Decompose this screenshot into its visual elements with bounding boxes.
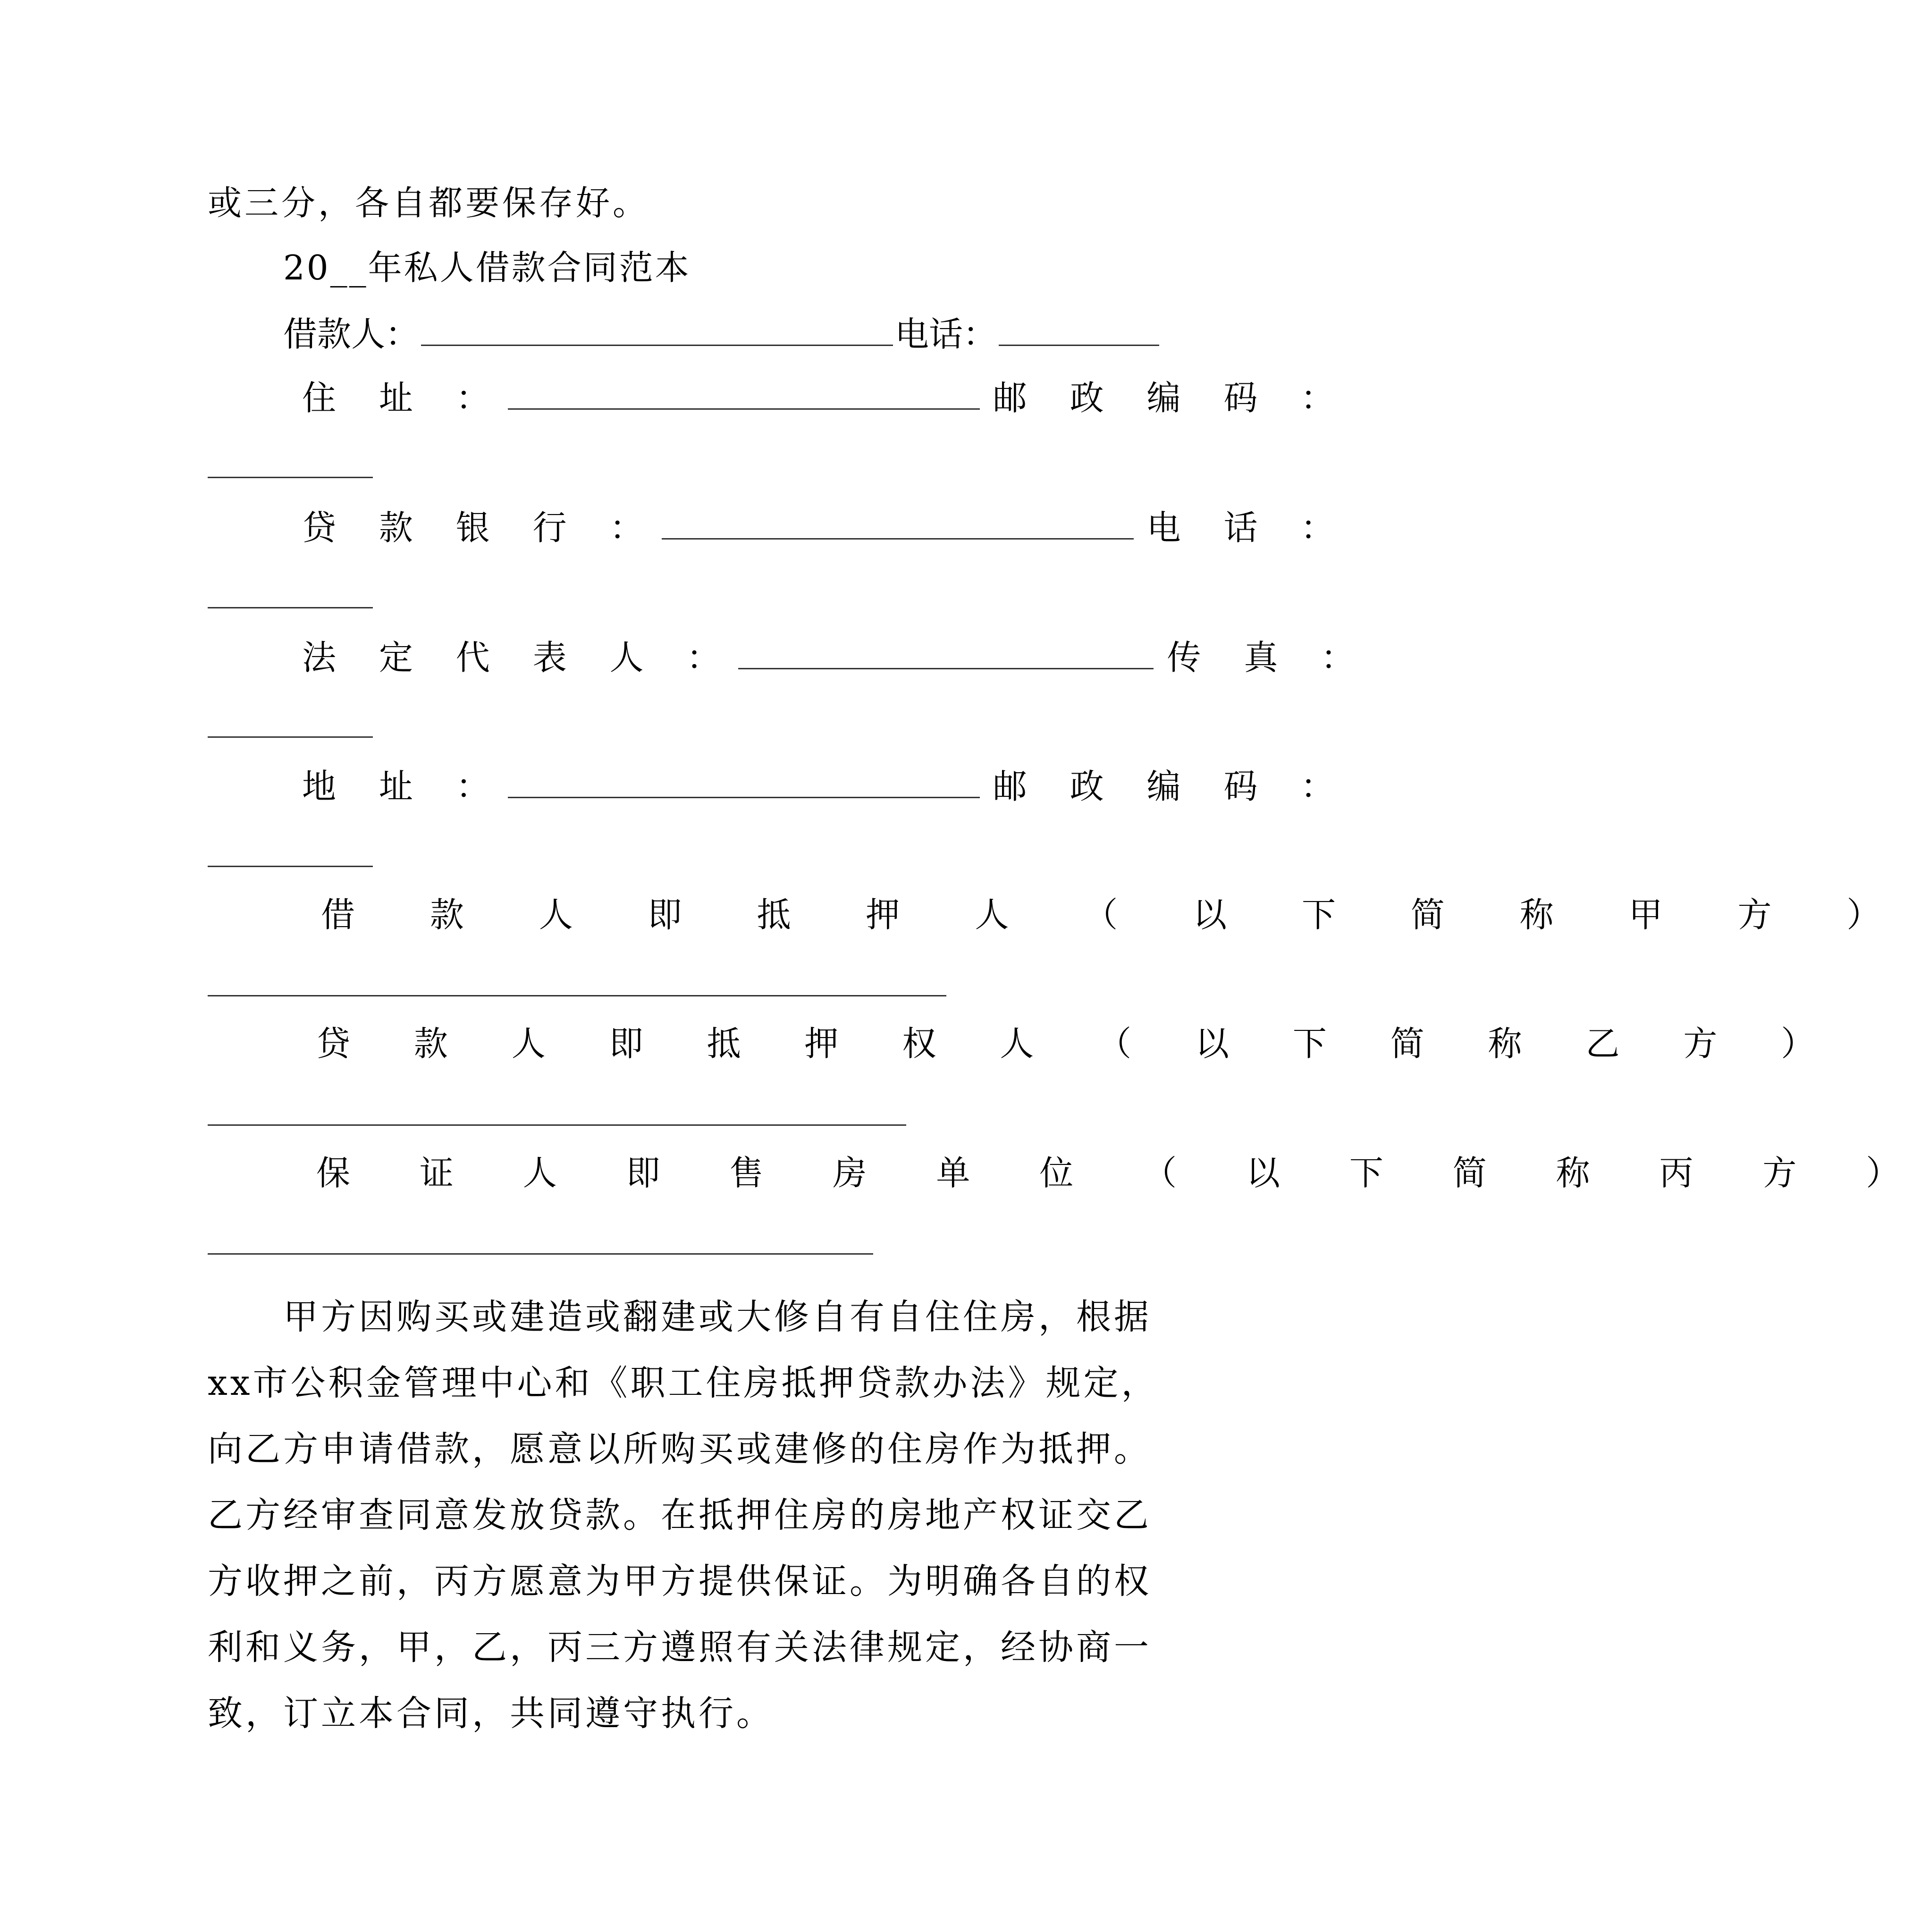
bank-address-label: 地 址 ： xyxy=(302,767,506,806)
agreement-paragraph: 甲方因购买或建造或翻建或大修自有自住住房，根据xx市公积金管理中心和《职工住房抵押贷款办法》规定，向乙方申请借款，愿意以所购买或建修的住房作为抵押。乙方经审查同意发放贷款。在抵押住房的房地产权证交乙方收押之前，丙方愿意为甲方提供保证。为明确各自的权利和义务，甲，乙，丙三方遵照有关法律规定，经协商一致，订立本合同，共同遵守执行。 xyxy=(208,1297,1159,1734)
bank-address-row xyxy=(302,764,1350,808)
party-c-line: 保 证 人 即 售 房 单 位 （ 以 下 简 称 丙 方 ） xyxy=(316,1153,1929,1193)
party-a-line: 借 款 人 即 抵 押 人 （ 以 下 简 称 甲 方 ） xyxy=(321,895,1913,935)
bank-phone-label: 电 话 ： xyxy=(1146,508,1351,548)
fax-blank xyxy=(208,736,373,738)
document-title: 20__年私人借款合同范本 xyxy=(283,248,691,287)
phone-blank xyxy=(999,312,1159,346)
borrower-row xyxy=(283,312,1161,355)
borrower-label: 借款人： xyxy=(283,314,420,354)
bank-postcode-label: 邮 政 编 码 ： xyxy=(993,767,1351,806)
party-b-line: 贷 款 人 即 抵 押 权 人 （ 以 下 简 称 乙 方 ） xyxy=(316,1024,1842,1063)
party-c-blank xyxy=(208,1253,873,1255)
body-text xyxy=(208,1284,1171,1746)
postcode-label: 邮 政 编 码 ： xyxy=(993,378,1351,418)
legal-rep-blank xyxy=(738,635,1154,669)
party-a-blank xyxy=(208,995,946,996)
fax-label: 传 真 ： xyxy=(1167,638,1371,677)
phone-label: 电话： xyxy=(895,314,997,354)
lender-bank-row xyxy=(302,505,1350,549)
address-blank xyxy=(508,375,980,410)
bank-phone-blank xyxy=(208,607,373,608)
bank-postcode-blank xyxy=(208,866,373,867)
legal-rep-row xyxy=(302,635,1371,679)
lender-bank-label: 贷 款 银 行 ： xyxy=(302,508,660,548)
borrower-blank xyxy=(421,312,893,346)
postcode-blank xyxy=(208,477,373,478)
party-b-blank xyxy=(208,1124,906,1126)
lender-bank-blank xyxy=(662,505,1134,540)
bank-address-blank xyxy=(508,764,980,798)
continuation-line: 或三分，各自都要保存好。 xyxy=(208,183,650,223)
address-row xyxy=(302,375,1350,419)
address-label: 住 址 ： xyxy=(302,378,506,418)
legal-rep-label: 法 定 代 表 人 ： xyxy=(302,638,737,677)
